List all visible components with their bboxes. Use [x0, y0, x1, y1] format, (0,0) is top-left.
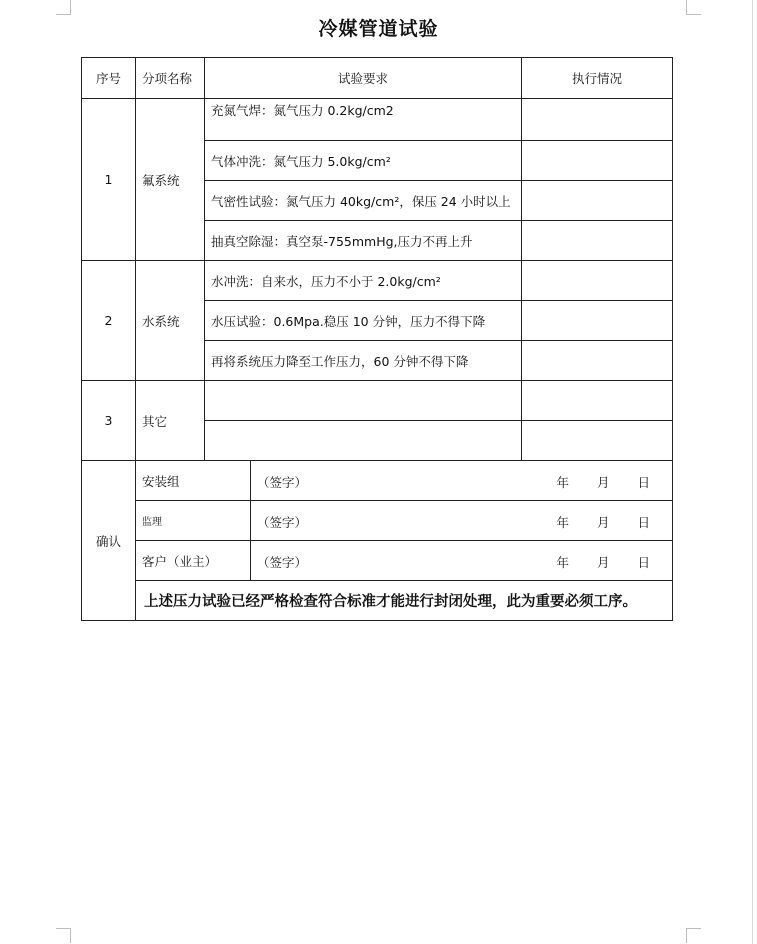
date-fields: [556, 513, 650, 531]
header-execution: 执行情况: [522, 58, 673, 99]
page-corner-mark: [56, 928, 71, 943]
signature-label: （签字）: [257, 555, 308, 570]
execution-cell[interactable]: [522, 301, 673, 341]
test-form-table: [81, 57, 673, 621]
confirm-label: 确认: [82, 461, 136, 621]
group-name: 其它: [136, 381, 205, 461]
date-fields: [556, 553, 650, 571]
date-month: 月: [596, 555, 610, 570]
signature-label: （签字）: [257, 475, 308, 490]
group-seq: 3: [82, 381, 136, 461]
confirm-row: [82, 541, 673, 581]
execution-cell[interactable]: [522, 421, 673, 461]
table-row: [82, 261, 673, 301]
table-row: [82, 381, 673, 421]
date-fields: [556, 473, 650, 491]
table-row: [82, 99, 673, 141]
requirement-cell: 抽真空除湿：真空泵-755mmHg,压力不再上升: [205, 221, 522, 261]
requirement-cell: 气体冲洗：氮气压力 5.0kg/cm²: [205, 141, 522, 181]
header-seq: 序号: [82, 58, 136, 99]
signature-cell[interactable]: [251, 541, 673, 581]
table-header-row: [82, 58, 673, 99]
page-corner-mark: [686, 0, 701, 15]
party-name: 监理: [136, 501, 251, 541]
group-name: 水系统: [136, 261, 205, 381]
execution-cell[interactable]: [522, 261, 673, 301]
page-edge: [752, 0, 753, 944]
party-name: 安装组: [136, 461, 251, 501]
execution-cell[interactable]: [522, 141, 673, 181]
date-month: 月: [596, 515, 610, 530]
execution-cell[interactable]: [522, 221, 673, 261]
header-requirement: 试验要求: [205, 58, 522, 99]
signature-label: （签字）: [257, 515, 308, 530]
date-year: 年: [556, 475, 569, 490]
signature-cell[interactable]: [251, 501, 673, 541]
date-day: 日: [637, 475, 651, 490]
page-corner-mark: [686, 928, 701, 943]
requirement-cell: 气密性试验：氮气压力 40kg/cm²，保压 24 小时以上: [205, 181, 522, 221]
page-title: 冷媒管道试验: [318, 18, 439, 40]
group-name: 氟系统: [136, 99, 205, 261]
requirement-cell[interactable]: [205, 421, 522, 461]
requirement-cell[interactable]: [205, 381, 522, 421]
confirm-note: 上述压力试验已经严格检查符合标准才能进行封闭处理，此为重要必须工序。: [136, 581, 673, 621]
date-year: 年: [556, 555, 569, 570]
group-seq: 1: [82, 99, 136, 261]
execution-cell[interactable]: [522, 341, 673, 381]
requirement-cell: 充氮气焊：氮气压力 0.2kg/cm2: [205, 99, 522, 141]
execution-cell[interactable]: [522, 381, 673, 421]
confirm-row: [82, 461, 673, 501]
party-name: 客户（业主）: [136, 541, 251, 581]
signature-cell[interactable]: [251, 461, 673, 501]
page-corner-mark: [56, 0, 71, 15]
date-day: 日: [637, 555, 651, 570]
execution-cell[interactable]: [522, 99, 673, 141]
requirement-cell: 水冲洗：自来水，压力不小于 2.0kg/cm²: [205, 261, 522, 301]
note-row: [82, 581, 673, 621]
date-month: 月: [596, 475, 610, 490]
date-day: 日: [637, 515, 651, 530]
group-seq: 2: [82, 261, 136, 381]
confirm-row: [82, 501, 673, 541]
date-year: 年: [556, 515, 569, 530]
requirement-cell: 再将系统压力降至工作压力，60 分钟不得下降: [205, 341, 522, 381]
header-item: 分项名称: [136, 58, 205, 99]
requirement-cell: 水压试验：0.6Mpa.稳压 10 分钟，压力不得下降: [205, 301, 522, 341]
execution-cell[interactable]: [522, 181, 673, 221]
